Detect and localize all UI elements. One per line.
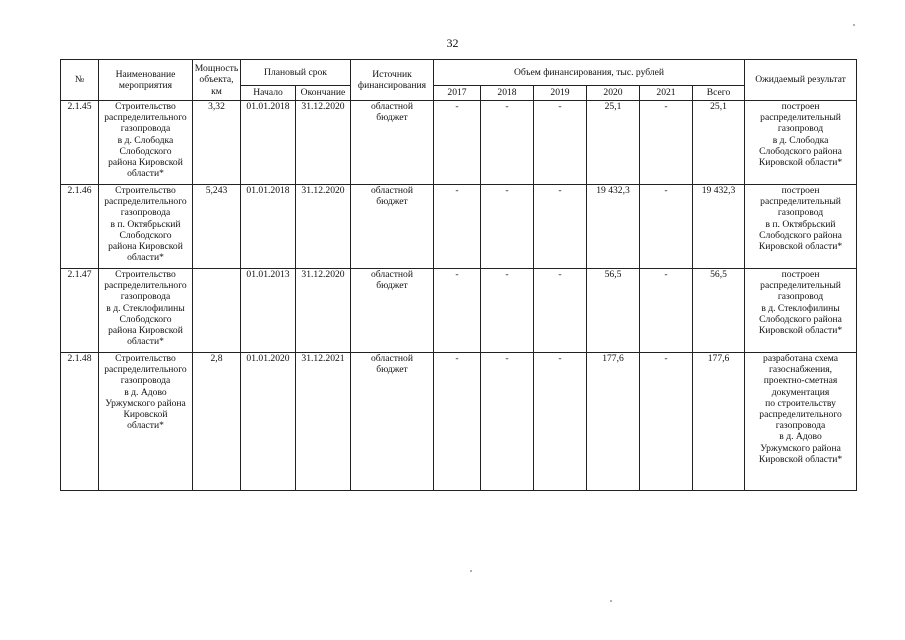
cell-name: Строительство распределительного газопровода в п. Октябрьский Слободского района Кировской области* [99, 185, 193, 269]
cell-no: 2.1.46 [61, 185, 99, 269]
cell-y2020: 177,6 [587, 353, 640, 491]
header-funding: Объем финансирования, тыс. рублей [434, 60, 745, 86]
table-row [61, 185, 857, 269]
cell-capacity [193, 269, 241, 353]
cell-name: Строительство распределительного газопровода в д. Стеклофилины Слободского района Кировской области* [99, 269, 193, 353]
cell-y2020: 19 432,3 [587, 185, 640, 269]
page-number: 32 [446, 36, 459, 50]
header-capacity: Мощность объекта, км [193, 60, 241, 101]
scan-speck [853, 24, 855, 26]
cell-end: 31.12.2020 [296, 101, 351, 185]
cell-y2018: - [481, 185, 534, 269]
header-year-2018: 2018 [481, 86, 534, 101]
header-year-2017: 2017 [434, 86, 481, 101]
cell-y2018: - [481, 101, 534, 185]
cell-result: разработана схема газоснабжения, проектно-сметная документация по строительству распределительного газопровода в д. Адово Уржумского района Кировской области* [745, 353, 857, 491]
funding-table [60, 59, 857, 491]
cell-y2019: - [534, 353, 587, 491]
cell-total: 177,6 [693, 353, 745, 491]
cell-start: 01.01.2020 [241, 353, 296, 491]
cell-name: Строительство распределительного газопровода в д. Адово Уржумского района Кировской области* [99, 353, 193, 491]
cell-capacity: 5,243 [193, 185, 241, 269]
cell-y2021: - [640, 353, 693, 491]
header-result: Ожидаемый результат [745, 60, 857, 101]
cell-y2019: - [534, 101, 587, 185]
cell-y2017: - [434, 185, 481, 269]
cell-y2019: - [534, 185, 587, 269]
cell-y2017: - [434, 353, 481, 491]
cell-end: 31.12.2021 [296, 353, 351, 491]
table-row [61, 101, 857, 185]
cell-y2019: - [534, 269, 587, 353]
cell-total: 19 432,3 [693, 185, 745, 269]
cell-y2021: - [640, 269, 693, 353]
cell-total: 56,5 [693, 269, 745, 353]
cell-start: 01.01.2018 [241, 185, 296, 269]
cell-no: 2.1.48 [61, 353, 99, 491]
cell-source: областной бюджет [351, 269, 434, 353]
cell-total: 25,1 [693, 101, 745, 185]
cell-result: построен распределительный газопровод в д. Слободка Слободского района Кировской области* [745, 101, 857, 185]
cell-no: 2.1.47 [61, 269, 99, 353]
header-year-2021: 2021 [640, 86, 693, 101]
header-end: Окончание [296, 86, 351, 101]
scan-speck [470, 570, 472, 572]
header-planned-period: Плановый срок [241, 60, 351, 86]
cell-source: областной бюджет [351, 185, 434, 269]
cell-capacity: 2,8 [193, 353, 241, 491]
cell-name: Строительство распределительного газопровода в д. Слободка Слободского района Кировской области* [99, 101, 193, 185]
cell-result: построен распределительный газопровод в д. Стеклофилины Слободского района Кировской области* [745, 269, 857, 353]
cell-y2020: 25,1 [587, 101, 640, 185]
header-year-2020: 2020 [587, 86, 640, 101]
table-row [61, 269, 857, 353]
cell-source: областной бюджет [351, 353, 434, 491]
cell-y2021: - [640, 185, 693, 269]
header-year-2019: 2019 [534, 86, 587, 101]
cell-y2018: - [481, 353, 534, 491]
scan-speck [610, 600, 612, 602]
cell-end: 31.12.2020 [296, 269, 351, 353]
cell-y2018: - [481, 269, 534, 353]
cell-start: 01.01.2013 [241, 269, 296, 353]
cell-y2020: 56,5 [587, 269, 640, 353]
header-name: Наименование мероприятия [99, 60, 193, 101]
cell-source: областной бюджет [351, 101, 434, 185]
cell-y2017: - [434, 101, 481, 185]
cell-no: 2.1.45 [61, 101, 99, 185]
cell-start: 01.01.2018 [241, 101, 296, 185]
cell-end: 31.12.2020 [296, 185, 351, 269]
cell-result: построен распределительный газопровод в п. Октябрьский Слободского района Кировской области* [745, 185, 857, 269]
header-total: Всего [693, 86, 745, 101]
cell-capacity: 3,32 [193, 101, 241, 185]
table-row [61, 353, 857, 491]
header-source: Источник финансирования [351, 60, 434, 101]
header-start: Начало [241, 86, 296, 101]
cell-y2021: - [640, 101, 693, 185]
header-no: № [61, 60, 99, 101]
cell-y2017: - [434, 269, 481, 353]
